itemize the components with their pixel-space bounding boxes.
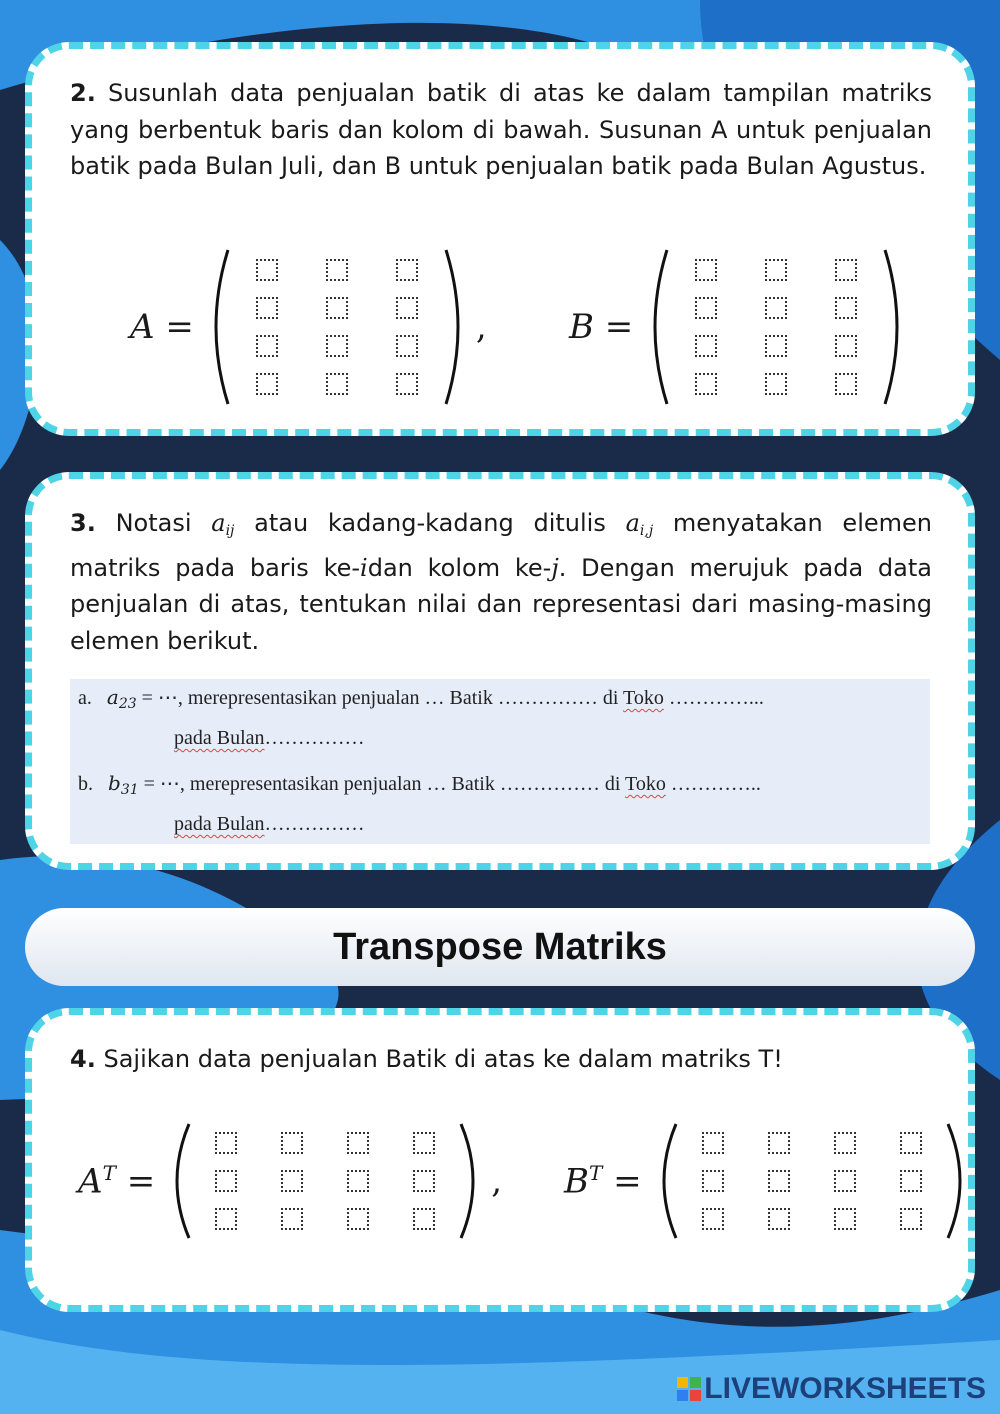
matrix-at-cell[interactable] xyxy=(215,1208,237,1230)
matrix-a-cell[interactable] xyxy=(256,259,278,281)
item-a-variable: $a_{23}$ xyxy=(106,685,137,712)
matrix-a-grid xyxy=(232,251,442,403)
matrix-at-cell[interactable] xyxy=(347,1132,369,1154)
matrix-b-cell[interactable] xyxy=(765,259,787,281)
matrix-a xyxy=(130,247,487,407)
toko-label: Toko xyxy=(625,773,666,795)
matrix-bt xyxy=(564,1121,974,1241)
matrix-b-cell[interactable] xyxy=(765,373,787,395)
matrix-bt-cell[interactable] xyxy=(900,1208,922,1230)
item-b-bulan-blank[interactable]: …………… xyxy=(264,813,365,835)
matrix-at-grid xyxy=(193,1124,457,1238)
matrix-at-cell[interactable] xyxy=(215,1170,237,1192)
question-4-text: 4. Sajikan data penjualan Batik di atas ke dalam matriks T! xyxy=(70,1045,783,1073)
question-3-text: 3. Notasi $a_{ij}$ atau kadang-kadang ditulis $a_{i,j}$ menyatakan elemen matriks pada baris ke-idan kolom ke-j. Dengan merujuk pada data penjualan di atas, tentukan nilai dan representasi dari masing-masing elemen berikut. xyxy=(70,509,932,655)
question-3-number: 3. xyxy=(70,509,96,537)
matrix-b-cell[interactable] xyxy=(695,335,717,357)
matrix-a-cell[interactable] xyxy=(256,335,278,357)
matrix-at-cell[interactable] xyxy=(215,1132,237,1154)
matrix-at-label: $A^T$ = xyxy=(78,1160,156,1202)
toko-label: Toko xyxy=(623,687,664,709)
matrix-at-cell[interactable] xyxy=(413,1208,435,1230)
matrix-a-cell[interactable] xyxy=(256,297,278,319)
matrix-separator: , xyxy=(475,307,487,347)
matrix-bt-cell[interactable] xyxy=(768,1170,790,1192)
question-3-card xyxy=(25,472,975,870)
item-a-bulan-blank[interactable]: …………… xyxy=(264,727,365,749)
matrix-a-cell[interactable] xyxy=(326,335,348,357)
matrix-b-cell[interactable] xyxy=(835,373,857,395)
banner-title: Transpose Matriks xyxy=(333,925,667,968)
matrix-at-cell[interactable] xyxy=(281,1132,303,1154)
matrix-bt-grid xyxy=(680,1124,944,1238)
liveworksheets-logo-icon xyxy=(677,1377,701,1401)
matrix-b-cell[interactable] xyxy=(695,259,717,281)
matrix-bt-cell[interactable] xyxy=(702,1132,724,1154)
matrix-b-cell[interactable] xyxy=(695,297,717,319)
matrix-at-cell[interactable] xyxy=(281,1170,303,1192)
matrix-bt-cell[interactable] xyxy=(768,1208,790,1230)
matrix-b-cell[interactable] xyxy=(695,373,717,395)
matrix-bt-cell[interactable] xyxy=(834,1170,856,1192)
question-2-text: 2. Susunlah data penjualan batik di atas ke dalam tampilan matriks yang berbentuk baris dan kolom di bawah. Susunan A untuk penjualan batik pada Bulan Juli, dan B untuk penjualan batik pada Bulan Agustus. xyxy=(70,79,932,180)
matrix-at-cell[interactable] xyxy=(281,1208,303,1230)
matrix-a-cell[interactable] xyxy=(326,297,348,319)
item-b-line-2 xyxy=(174,813,365,836)
left-paren xyxy=(202,247,232,407)
matrix-bt-cell[interactable] xyxy=(834,1132,856,1154)
matrix-b-label: B = xyxy=(569,307,634,347)
matrix-b-cell[interactable] xyxy=(835,335,857,357)
variable-j: j xyxy=(551,553,559,582)
item-a-marker: a. xyxy=(78,687,92,709)
right-paren xyxy=(442,247,472,407)
matrix-a-cell[interactable] xyxy=(396,259,418,281)
liveworksheets-logo[interactable] xyxy=(677,1372,986,1406)
right-paren xyxy=(457,1121,487,1241)
matrix-b-cell[interactable] xyxy=(765,297,787,319)
question-4-card xyxy=(25,1008,975,1312)
question-4-number: 4. xyxy=(70,1045,96,1073)
matrix-a-cell[interactable] xyxy=(396,335,418,357)
section-banner xyxy=(25,908,975,986)
item-b-line-1 xyxy=(78,771,761,798)
left-paren xyxy=(650,1121,680,1241)
matrix-b xyxy=(569,247,911,407)
answer-box xyxy=(70,679,930,844)
item-b-toko-blank[interactable]: ………….. xyxy=(665,773,761,795)
matrix-at-cell[interactable] xyxy=(413,1132,435,1154)
left-paren xyxy=(163,1121,193,1241)
matrix-a-cell[interactable] xyxy=(256,373,278,395)
matrix-a-cell[interactable] xyxy=(326,373,348,395)
bulan-label: pada Bulan xyxy=(174,727,265,749)
right-paren xyxy=(881,247,911,407)
item-b-blanks[interactable]: = ⋯, merepresentasikan penjualan … Batik …………… di xyxy=(138,773,626,795)
left-paren xyxy=(641,247,671,407)
item-b-variable: $b_{31}$ xyxy=(108,771,139,798)
matrix-bt-cell[interactable] xyxy=(900,1132,922,1154)
matrix-bt-label: $B^T$ = xyxy=(564,1160,642,1202)
matrix-separator: , xyxy=(491,1161,503,1201)
item-a-line-2 xyxy=(174,727,365,750)
bulan-label: pada Bulan xyxy=(174,813,265,835)
matrix-bt-cell[interactable] xyxy=(900,1170,922,1192)
matrix-at-cell[interactable] xyxy=(347,1208,369,1230)
matrix-b-cell[interactable] xyxy=(835,259,857,281)
right-paren xyxy=(944,1121,974,1241)
matrix-bt-cell[interactable] xyxy=(702,1170,724,1192)
notation-a-i-j: $a_{i,j}$ xyxy=(625,509,654,539)
logo-text: LIVEWORKSHEETS xyxy=(704,1372,986,1405)
matrix-a-cell[interactable] xyxy=(396,373,418,395)
question-2-number: 2. xyxy=(70,79,96,107)
item-a-blanks[interactable]: = ⋯, merepresentasikan penjualan … Batik …………… di xyxy=(136,687,624,709)
matrix-bt-cell[interactable] xyxy=(768,1132,790,1154)
matrix-at xyxy=(78,1121,502,1241)
matrix-b-grid xyxy=(671,251,881,403)
notation-aij: $a_{ij}$ xyxy=(211,509,235,539)
matrix-at-cell[interactable] xyxy=(347,1170,369,1192)
matrix-a-label: A = xyxy=(130,307,194,347)
question-2-card xyxy=(25,42,975,436)
matrix-b-cell[interactable] xyxy=(835,297,857,319)
variable-i: i xyxy=(360,553,368,582)
matrix-a-cell[interactable] xyxy=(396,297,418,319)
matrix-b-cell[interactable] xyxy=(765,335,787,357)
matrix-at-cell[interactable] xyxy=(413,1170,435,1192)
matrix-bt-cell[interactable] xyxy=(834,1208,856,1230)
item-b-marker: b. xyxy=(78,773,93,795)
matrix-a-cell[interactable] xyxy=(326,259,348,281)
item-a-toko-blank[interactable]: …………... xyxy=(663,687,764,709)
item-a-line-1 xyxy=(78,685,764,712)
matrix-bt-cell[interactable] xyxy=(702,1208,724,1230)
